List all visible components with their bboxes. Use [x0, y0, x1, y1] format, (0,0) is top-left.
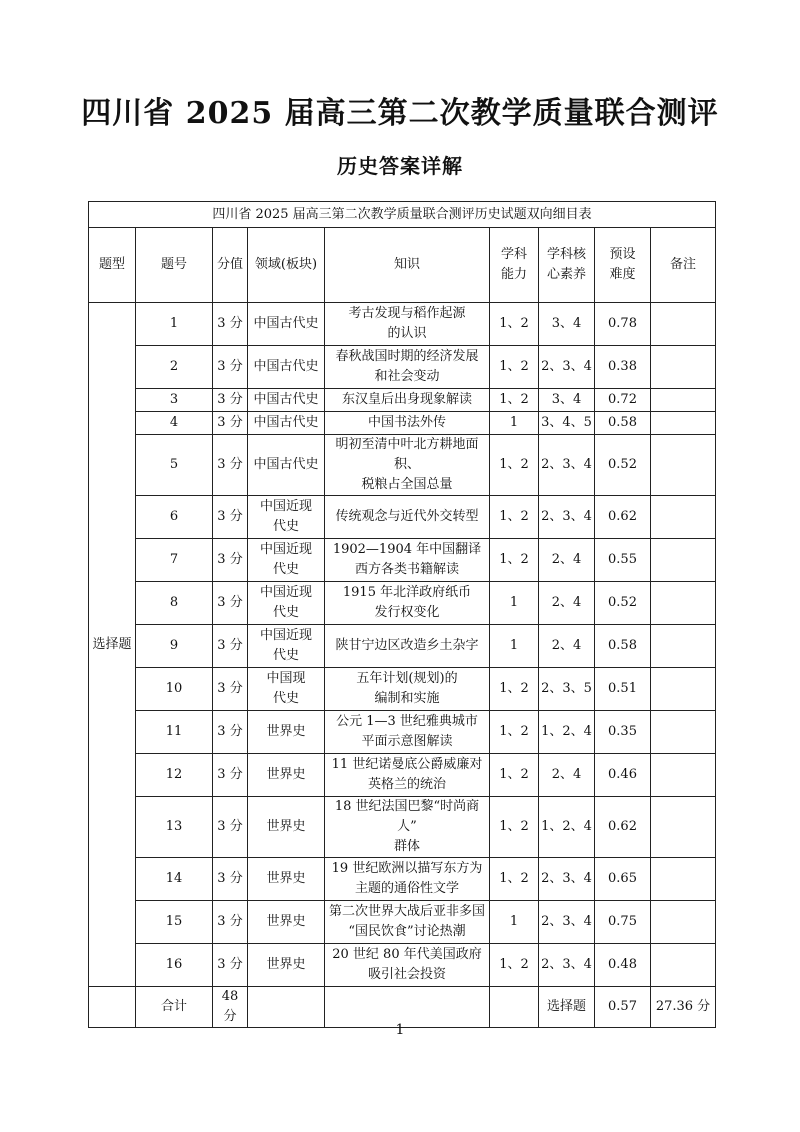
- note-cell: [651, 389, 716, 412]
- note-cell: [651, 412, 716, 435]
- ability-cell: 1: [490, 625, 539, 668]
- note-cell: [651, 435, 716, 496]
- score-cell: 3 分: [213, 389, 248, 412]
- question-number-cell: 4: [136, 412, 213, 435]
- domain-cell: 世界史: [248, 754, 325, 797]
- score-cell: 3 分: [213, 944, 248, 987]
- knowledge-cell: 传统观念与近代外交转型: [325, 496, 490, 539]
- difficulty-cell: 0.51: [595, 668, 651, 711]
- note-cell: [651, 496, 716, 539]
- literacy-cell: 2、3、4: [539, 496, 595, 539]
- note-cell: [651, 668, 716, 711]
- literacy-cell: 2、4: [539, 625, 595, 668]
- literacy-cell: 2、4: [539, 539, 595, 582]
- ability-cell: 1、2: [490, 858, 539, 901]
- ability-cell: 1、2: [490, 711, 539, 754]
- domain-cell: 中国近现 代史: [248, 625, 325, 668]
- knowledge-cell: 陕甘宁边区改造乡土杂字: [325, 625, 490, 668]
- header-row: [89, 228, 716, 303]
- domain-cell: 世界史: [248, 901, 325, 944]
- question-number-cell: 15: [136, 901, 213, 944]
- domain-cell: 中国近现 代史: [248, 582, 325, 625]
- domain-cell: 世界史: [248, 797, 325, 858]
- ability-cell: 1: [490, 412, 539, 435]
- difficulty-cell: 0.75: [595, 901, 651, 944]
- difficulty-cell: 0.48: [595, 944, 651, 987]
- difficulty-cell: 0.58: [595, 412, 651, 435]
- total-label-cell: 合计: [136, 987, 213, 1028]
- table-row: [89, 539, 716, 582]
- detail-table: [88, 201, 716, 1028]
- note-cell: [651, 901, 716, 944]
- domain-cell: 中国古代史: [248, 303, 325, 346]
- literacy-cell: 3、4: [539, 303, 595, 346]
- literacy-cell: 1、2、4: [539, 711, 595, 754]
- question-number-cell: 1: [136, 303, 213, 346]
- total-note-cell: 27.36 分: [651, 987, 716, 1028]
- table-row: [89, 389, 716, 412]
- ability-cell: 1: [490, 901, 539, 944]
- difficulty-cell: 0.72: [595, 389, 651, 412]
- literacy-cell: 3、4: [539, 389, 595, 412]
- score-cell: 3 分: [213, 754, 248, 797]
- literacy-cell: 1、2、4: [539, 797, 595, 858]
- literacy-cell: 2、4: [539, 754, 595, 797]
- header-type: 题型: [89, 228, 136, 303]
- ability-cell: 1: [490, 582, 539, 625]
- score-cell: 3 分: [213, 858, 248, 901]
- score-cell: 3 分: [213, 303, 248, 346]
- knowledge-cell: 五年计划(规划)的 编制和实施: [325, 668, 490, 711]
- table-row: [89, 668, 716, 711]
- knowledge-cell: 第二次世界大战后亚非多国 “国民饮食”讨论热潮: [325, 901, 490, 944]
- table-row: [89, 754, 716, 797]
- table-row: [89, 303, 716, 346]
- domain-cell: 中国古代史: [248, 389, 325, 412]
- difficulty-cell: 0.78: [595, 303, 651, 346]
- question-number-cell: 14: [136, 858, 213, 901]
- score-cell: 3 分: [213, 412, 248, 435]
- literacy-cell: 2、3、5: [539, 668, 595, 711]
- domain-cell: 中国近现 代史: [248, 539, 325, 582]
- table-row: [89, 711, 716, 754]
- ability-cell: 1、2: [490, 496, 539, 539]
- knowledge-cell: 春秋战国时期的经济发展 和社会变动: [325, 346, 490, 389]
- table-caption: 四川省 2025 届高三第二次教学质量联合测评历史试题双向细目表: [89, 202, 716, 228]
- knowledge-cell: 20 世纪 80 年代美国政府 吸引社会投资: [325, 944, 490, 987]
- score-cell: 3 分: [213, 582, 248, 625]
- difficulty-cell: 0.52: [595, 435, 651, 496]
- literacy-cell: 3、4、5: [539, 412, 595, 435]
- note-cell: [651, 346, 716, 389]
- knowledge-cell: 1902—1904 年中国翻译 西方各类书籍解读: [325, 539, 490, 582]
- note-cell: [651, 303, 716, 346]
- table-row: [89, 496, 716, 539]
- table-row: [89, 797, 716, 858]
- literacy-cell: 2、3、4: [539, 944, 595, 987]
- literacy-cell: 2、3、4: [539, 858, 595, 901]
- question-number-cell: 16: [136, 944, 213, 987]
- total-score-cell: 48 分: [213, 987, 248, 1028]
- note-cell: [651, 625, 716, 668]
- domain-cell: 中国古代史: [248, 346, 325, 389]
- note-cell: [651, 539, 716, 582]
- total-difficulty-cell: 0.57: [595, 987, 651, 1028]
- note-cell: [651, 797, 716, 858]
- question-number-cell: 11: [136, 711, 213, 754]
- header-score: 分值: [213, 228, 248, 303]
- knowledge-cell: 19 世纪欧洲以描写东方为 主题的通俗性文学: [325, 858, 490, 901]
- header-domain: 领域(板块): [248, 228, 325, 303]
- difficulty-cell: 0.55: [595, 539, 651, 582]
- score-cell: 3 分: [213, 435, 248, 496]
- score-cell: 3 分: [213, 711, 248, 754]
- ability-cell: 1、2: [490, 435, 539, 496]
- knowledge-cell: 11 世纪诺曼底公爵威廉对 英格兰的统治: [325, 754, 490, 797]
- ability-cell: 1、2: [490, 944, 539, 987]
- domain-cell: 中国现 代史: [248, 668, 325, 711]
- knowledge-cell: 中国书法外传: [325, 412, 490, 435]
- domain-cell: 中国近现 代史: [248, 496, 325, 539]
- score-cell: 3 分: [213, 901, 248, 944]
- table-row: [89, 858, 716, 901]
- difficulty-cell: 0.62: [595, 797, 651, 858]
- header-knowledge: 知识: [325, 228, 490, 303]
- score-cell: 3 分: [213, 668, 248, 711]
- note-cell: [651, 858, 716, 901]
- header-difficulty: 预设 难度: [595, 228, 651, 303]
- question-number-cell: 8: [136, 582, 213, 625]
- score-cell: 3 分: [213, 625, 248, 668]
- difficulty-cell: 0.62: [595, 496, 651, 539]
- question-number-cell: 5: [136, 435, 213, 496]
- literacy-cell: 2、3、4: [539, 901, 595, 944]
- question-type-cell: 选择题: [89, 303, 136, 987]
- ability-cell: 1、2: [490, 539, 539, 582]
- ability-cell: 1、2: [490, 668, 539, 711]
- question-number-cell: 2: [136, 346, 213, 389]
- question-number-cell: 10: [136, 668, 213, 711]
- question-number-cell: 9: [136, 625, 213, 668]
- difficulty-cell: 0.46: [595, 754, 651, 797]
- knowledge-cell: 明初至清中叶北方耕地面积、 税粮占全国总量: [325, 435, 490, 496]
- document-subtitle: 历史答案详解: [337, 154, 463, 178]
- question-number-cell: 6: [136, 496, 213, 539]
- difficulty-cell: 0.35: [595, 711, 651, 754]
- note-cell: [651, 711, 716, 754]
- ability-cell: 1、2: [490, 346, 539, 389]
- question-number-cell: 13: [136, 797, 213, 858]
- domain-cell: 世界史: [248, 944, 325, 987]
- table-row: [89, 901, 716, 944]
- knowledge-cell: 18 世纪法国巴黎“时尚商人” 群体: [325, 797, 490, 858]
- domain-cell: 世界史: [248, 858, 325, 901]
- header-literacy: 学科核 心素养: [539, 228, 595, 303]
- table-row: [89, 412, 716, 435]
- document-title: 四川省 2025 届高三第二次教学质量联合测评: [81, 96, 719, 131]
- note-cell: [651, 582, 716, 625]
- question-number-cell: 7: [136, 539, 213, 582]
- domain-cell: 中国古代史: [248, 435, 325, 496]
- note-cell: [651, 944, 716, 987]
- literacy-cell: 2、4: [539, 582, 595, 625]
- knowledge-cell: 1915 年北洋政府纸币 发行权变化: [325, 582, 490, 625]
- score-cell: 3 分: [213, 797, 248, 858]
- score-cell: 3 分: [213, 346, 248, 389]
- domain-cell: 世界史: [248, 711, 325, 754]
- header-number: 题号: [136, 228, 213, 303]
- total-type-cell: 选择题: [539, 987, 595, 1028]
- page-number: 1: [395, 1022, 405, 1038]
- literacy-cell: 2、3、4: [539, 346, 595, 389]
- domain-cell: 中国古代史: [248, 412, 325, 435]
- table-row: [89, 625, 716, 668]
- ability-cell: 1、2: [490, 797, 539, 858]
- difficulty-cell: 0.52: [595, 582, 651, 625]
- table-row: [89, 435, 716, 496]
- table-row: [89, 944, 716, 987]
- question-number-cell: 3: [136, 389, 213, 412]
- header-note: 备注: [651, 228, 716, 303]
- difficulty-cell: 0.65: [595, 858, 651, 901]
- note-cell: [651, 754, 716, 797]
- ability-cell: 1、2: [490, 754, 539, 797]
- knowledge-cell: 考古发现与稻作起源 的认识: [325, 303, 490, 346]
- difficulty-cell: 0.58: [595, 625, 651, 668]
- literacy-cell: 2、3、4: [539, 435, 595, 496]
- table-row: [89, 582, 716, 625]
- knowledge-cell: 公元 1—3 世纪雅典城市 平面示意图解读: [325, 711, 490, 754]
- header-ability: 学科 能力: [490, 228, 539, 303]
- ability-cell: 1、2: [490, 389, 539, 412]
- knowledge-cell: 东汉皇后出身现象解读: [325, 389, 490, 412]
- table-row: [89, 346, 716, 389]
- question-number-cell: 12: [136, 754, 213, 797]
- difficulty-cell: 0.38: [595, 346, 651, 389]
- ability-cell: 1、2: [490, 303, 539, 346]
- score-cell: 3 分: [213, 539, 248, 582]
- score-cell: 3 分: [213, 496, 248, 539]
